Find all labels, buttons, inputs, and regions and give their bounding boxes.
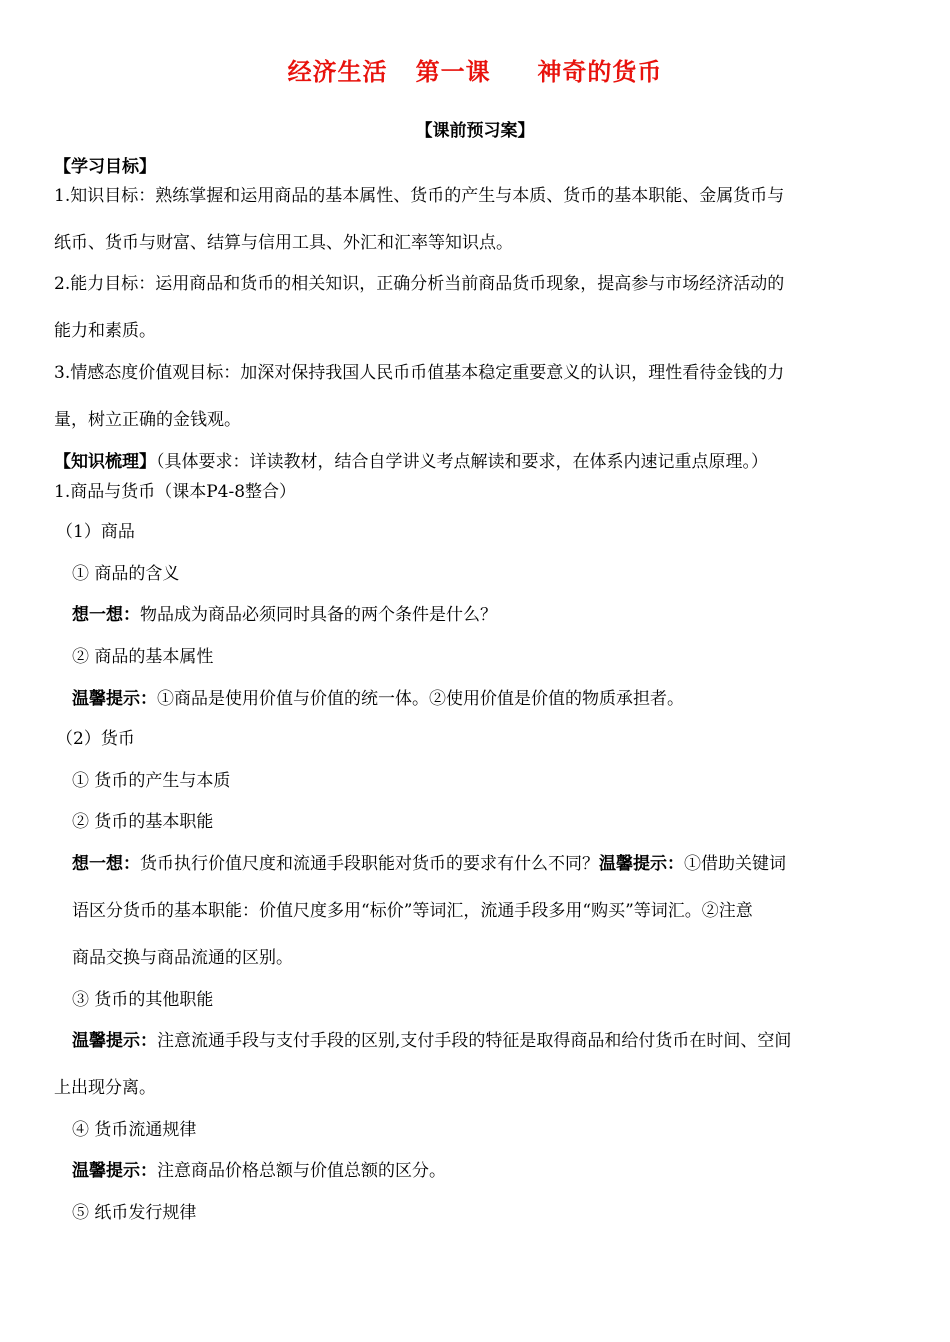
- tip-text-4: 注意商品价格总额与价值总额的区分。: [157, 1161, 446, 1181]
- think-label: 想一想：: [72, 854, 140, 874]
- think-tip-row-2: [72, 853, 786, 875]
- knowledge-heading-note: （具体要求：详读教材，结合自学讲义考点解读和要求，在体系内速记重点原理。）: [156, 452, 768, 472]
- tip-text-3b: 上出现分离。: [54, 1078, 156, 1098]
- tip-row-1: [72, 688, 684, 710]
- think-row-1: [72, 604, 497, 626]
- objective-line-4: 能力和素质。: [54, 321, 156, 341]
- tip-text-2c: 商品交换与商品流通的区别。: [72, 948, 293, 968]
- item-money-origin: ① 货币的产生与本质: [72, 771, 231, 791]
- item-commodity-meaning: ① 商品的含义: [72, 564, 180, 584]
- objectives-heading: 【学习目标】: [54, 157, 156, 177]
- knowledge-heading: 【知识梳理】: [54, 452, 156, 472]
- objective-line-5: 3.情感态度价值观目标：加深对保持我国人民币币值基本稳定重要意义的认识，理性看待金钱的力: [54, 363, 785, 383]
- tip-label: 温馨提示：: [72, 689, 157, 709]
- tip-text-1: ①商品是使用价值与价值的统一体。②使用价值是价值的物质承担者。: [157, 689, 684, 709]
- tip-label: 温馨提示：: [72, 1031, 157, 1051]
- tip-text-3a: 注意流通手段与支付手段的区别,支付手段的特征是取得商品和给付货币在时间、空间: [157, 1031, 792, 1051]
- tip-label: 温馨提示：: [599, 854, 684, 874]
- item-money-circulation-law: ④ 货币流通规律: [72, 1120, 197, 1140]
- think-text-1: 物品成为商品必须同时具备的两个条件是什么？: [140, 605, 497, 625]
- title-part-3: 神奇的货币: [537, 58, 663, 86]
- item-money-functions: ② 货币的基本职能: [72, 812, 214, 832]
- objective-line-3: 2.能力目标：运用商品和货币的相关知识，正确分析当前商品货币现象，提高参与市场经济活动的: [54, 274, 785, 294]
- section-1-title: 1.商品与货币（课本P4-8整合）: [54, 482, 297, 502]
- objective-line-2: 纸币、货币与财富、结算与信用工具、外汇和汇率等知识点。: [54, 233, 513, 253]
- knowledge-heading-row: [54, 451, 768, 473]
- tip-label: 温馨提示：: [72, 1161, 157, 1181]
- think-label: 想一想：: [72, 605, 140, 625]
- item-money-other-functions: ③ 货币的其他职能: [72, 990, 214, 1010]
- think-text-2: 货币执行价值尺度和流通手段职能对货币的要求有什么不同？: [140, 854, 599, 874]
- title-part-1: 经济生活: [287, 58, 388, 86]
- objective-line-1: 1.知识目标：熟练掌握和运用商品的基本属性、货币的产生与本质、货币的基本职能、金属货币与: [54, 186, 785, 206]
- page-title: [0, 52, 950, 87]
- objective-line-6: 量，树立正确的金钱观。: [54, 410, 241, 430]
- page-subtitle: 【课前预习案】: [415, 121, 535, 141]
- tip-text-2a: ①借助关键词: [684, 854, 786, 874]
- tip-row-4: [72, 1160, 446, 1182]
- tip-text-2b: 语区分货币的基本职能：价值尺度多用“标价”等词汇，流通手段多用“购买”等词汇。②注意: [72, 901, 753, 921]
- subsection-commodity: （1）商品: [56, 522, 135, 542]
- item-paper-money-law: ⑤ 纸币发行规律: [72, 1203, 197, 1223]
- tip-row-3: [72, 1030, 791, 1052]
- item-commodity-attributes: ② 商品的基本属性: [72, 647, 214, 667]
- title-part-2: 第一课: [415, 58, 491, 86]
- subsection-money: （2）货币: [56, 729, 135, 749]
